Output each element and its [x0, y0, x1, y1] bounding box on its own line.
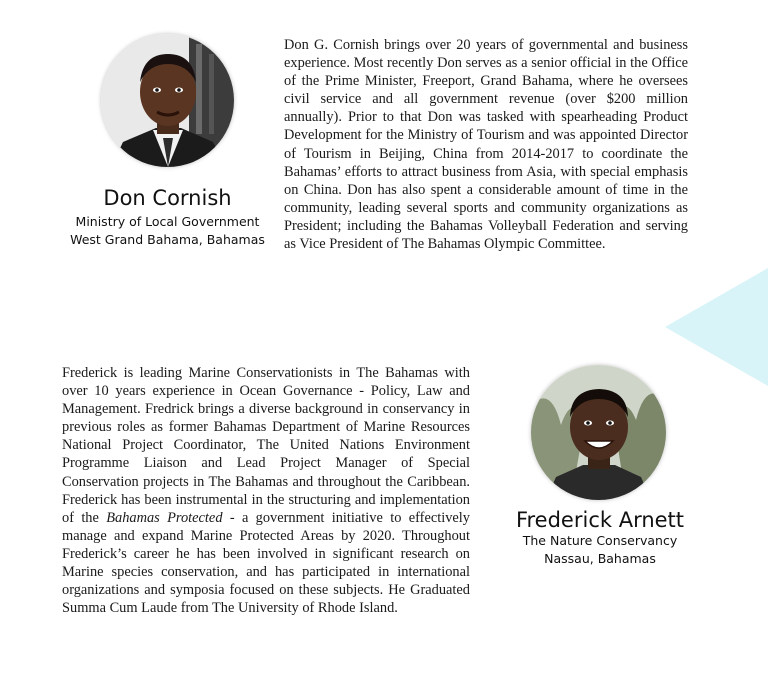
bio-text-part: - a government initiative to effectively manage and expand Marine Protected Areas by 2020. Throughout Frederick’s career he has been involved in significant research on Marine species conservation, and has participated in international organizations and symposia focused on these subjects. He Graduated Summa Cum Laude from The University of Rhode Island.: [62, 509, 470, 617]
person-affiliation: [60, 213, 275, 249]
affiliation-line: The Nature Conservancy: [522, 533, 678, 548]
affiliation-line: West Grand Bahama, Bahamas: [70, 232, 265, 247]
bio-text: [62, 364, 470, 617]
program-name: Bahamas Protected: [106, 509, 223, 526]
don-cornish-photo: [101, 34, 234, 167]
person-bio: [284, 36, 688, 253]
frederick-arnett-photo: [531, 365, 666, 500]
bio-text: Don G. Cornish brings over 20 years of governmental and business experience. Most recently Don serves as a senior official in the Office of the Prime Minister, Freeport, Grand Bahama, where he oversees civil service and all government revenue (over $200 million annually). Prior to that Don was tasked with spearheading Product Development for the Ministry of Tourism and was appointed Director of Tourism in Beijing, China from 2014-2017 to coordinate the Bahamas’ efforts to attract business from Asia, with special emphasis on China. Don has also spent a considerable amount of time in the community, leading several sports and community organizations as President; including the Bahamas Volleyball Federation and serving as Vice President of The Bahamas Olympic Committee.: [284, 37, 688, 253]
person-affiliation: [500, 532, 700, 568]
affiliation-line: Ministry of Local Government: [75, 214, 260, 229]
person-name: Frederick Arnett: [515, 508, 685, 532]
person-name: Don Cornish: [103, 186, 232, 210]
bio-text-part: Frederick is leading Marine Conservationists in The Bahamas with over 10 years experience in Ocean Governance - Policy, Law and Management. Fredrick brings a diverse background in conservancy in previous roles as former Bahamas Department of Marine Resources National Project Coordinator, The United Nations Environment Programme Liaison and Lead Project Manager of Special Conservation projects in The Bahamas and throughout the Caribbean. Frederick has been instrumental in the structuring and implementation of the: [62, 365, 470, 526]
person-bio: [62, 364, 470, 617]
decorative-triangle: [665, 268, 768, 386]
affiliation-line: Nassau, Bahamas: [544, 551, 656, 566]
